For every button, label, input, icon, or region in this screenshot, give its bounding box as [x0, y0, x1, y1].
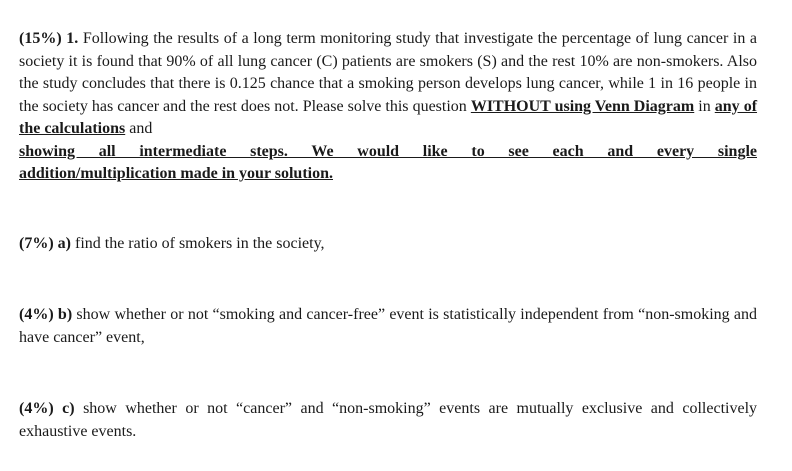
part-c-label: c) [62, 400, 75, 417]
part-b-label: b) [57, 306, 73, 323]
part-b-text: show whether or not “smoking and cancer-free” event is statistically independent from “non-smoking and have cancer” event, [19, 306, 758, 346]
emphasis-calculations: any of the calculations [19, 97, 758, 137]
emphasis-steps-line-1: showing all intermediate steps. We would like to see each and every single [19, 142, 757, 160]
part-a-text: find the ratio of smokers in the society, [74, 235, 325, 252]
part-a-weight: (7%) [19, 235, 54, 252]
question-body-3: and [129, 120, 153, 137]
emphasis-steps-line-2: addition/multiplication made in your solution. [19, 165, 333, 182]
part-b-weight: (4%) [19, 306, 54, 323]
part-c-text: show whether or not “cancer” and “non-smoking” events are mutually exclusive and collectively exhaustive events. [19, 400, 758, 440]
emphasis-no-venn: WITHOUT using Venn Diagram [470, 97, 695, 115]
question-weight: (15%) [19, 30, 62, 47]
part-a [19, 233, 757, 256]
part-b [19, 304, 757, 349]
question-body-2: in [698, 97, 711, 115]
part-c [19, 398, 757, 443]
part-c-weight: (4%) [19, 400, 54, 417]
question-number: 1. [66, 30, 79, 47]
question-body-1: Following the results of a long term monitoring study that investigate the percentage of lung cancer in a society it is found that 90% of all lung cancer (C) patients are smokers (S) and the rest 10% are non-smokers. Also the study concludes that there is 0.125 chance that a smoking person develops lung cancer, while 1 in 16 people in the society has cancer and the rest does not. Please solve this question [19, 30, 758, 115]
part-a-label: a) [57, 235, 71, 252]
question-1 [19, 28, 757, 186]
